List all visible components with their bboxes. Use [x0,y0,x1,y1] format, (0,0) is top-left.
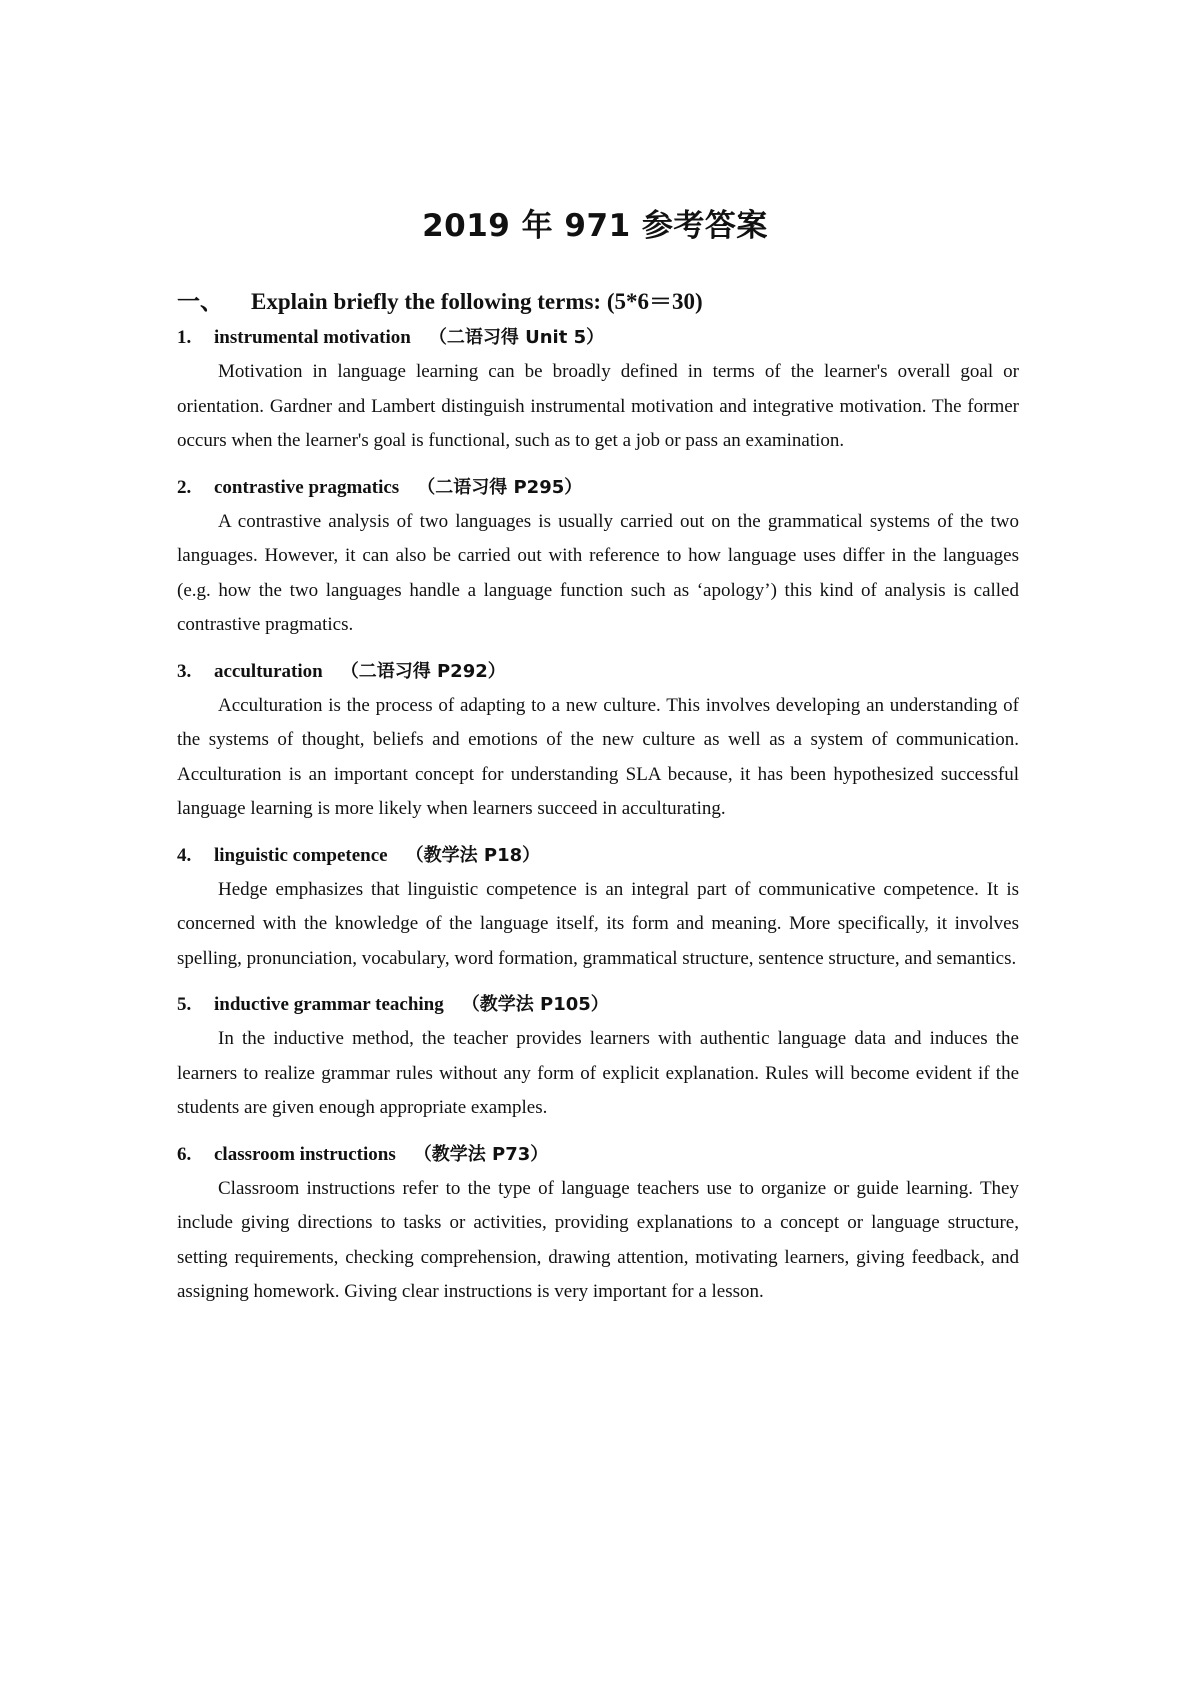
term-title: contrastive pragmatics [214,476,400,498]
term-title: acculturation [214,660,323,682]
term-item-1 [177,321,1019,459]
term-reference: （教学法 P18） [405,844,541,866]
term-reference: （教学法 P105） [461,994,609,1015]
term-reference: （二语习得 P292） [340,660,506,682]
term-heading [177,655,1019,689]
term-heading [177,988,1019,1022]
page-title: 2019 年 971 参考答案 [422,208,768,244]
term-number: 3. [177,660,192,682]
section-heading-text: Explain briefly the following terms: (5*6＝30) [251,289,703,314]
term-title: instrumental motivation [214,327,411,348]
term-item-4 [177,839,1019,977]
term-number: 1. [177,327,192,348]
document-content [177,283,1019,1322]
term-title: classroom instructions [214,1143,396,1165]
section-number: 一、 [177,289,223,314]
term-explanation: Classroom instructions refer to the type of language teachers use to organize or guide learning. They include giving directions to tasks or activities, providing explanations to a concept or language structure, setting requirements, checking comprehension, drawing attention, motivating learners, giving feedback, and assigning homework. Giving clear instructions is very important for a lesson. [177,1177,1019,1302]
section-heading [177,283,1019,321]
term-reference: （教学法 P73） [413,1143,549,1165]
term-number: 4. [177,844,192,866]
term-title: inductive grammar teaching [214,994,444,1015]
term-number: 5. [177,994,192,1015]
term-reference: （二语习得 Unit 5） [428,327,605,348]
term-heading [177,839,1019,873]
term-heading [177,471,1019,505]
term-item-5 [177,988,1019,1126]
term-explanation: In the inductive method, the teacher provides learners with authentic language data and induces the learners to realize grammar rules without any form of explicit explanation. Rules will become evident if the students are given enough appropriate examples. [177,1028,1019,1118]
term-reference: （二语习得 P295） [417,476,583,498]
term-explanation: Motivation in language learning can be broadly defined in terms of the learner's overall goal or orientation. Gardner and Lambert distinguish instrumental motivation and integrative motivation. The former occurs when the learner's goal is functional, such as to get a job or pass an examination. [177,361,1019,451]
term-item-2 [177,471,1019,643]
term-title: linguistic competence [214,844,388,866]
term-item-6 [177,1138,1019,1310]
term-explanation: Acculturation is the process of adapting to a new culture. This involves developing an understanding of the systems of thought, beliefs and emotions of the new culture as well as a system of communication. Acculturation is an important concept for understanding SLA because, it has been hypothesized successful language learning is more likely when learners succeed in acculturating. [177,694,1019,819]
term-explanation: Hedge emphasizes that linguistic competence is an integral part of communicative competence. It is concerned with the knowledge of the language itself, its form and meaning. More specifically, it involves spelling, pronunciation, vocabulary, word formation, grammatical structure, sentence structure, and semantics. [177,878,1019,969]
term-explanation: A contrastive analysis of two languages is usually carried out on the grammatical systems of the two languages. However, it can also be carried out with reference to how language uses differ in the languages (e.g. how the two languages handle a language function such as ‘apology’) this kind of analysis is called contrastive pragmatics. [177,510,1019,635]
term-heading [177,321,1019,355]
term-heading [177,1138,1019,1172]
term-item-3 [177,655,1019,827]
term-number: 2. [177,476,192,498]
term-number: 6. [177,1143,192,1165]
